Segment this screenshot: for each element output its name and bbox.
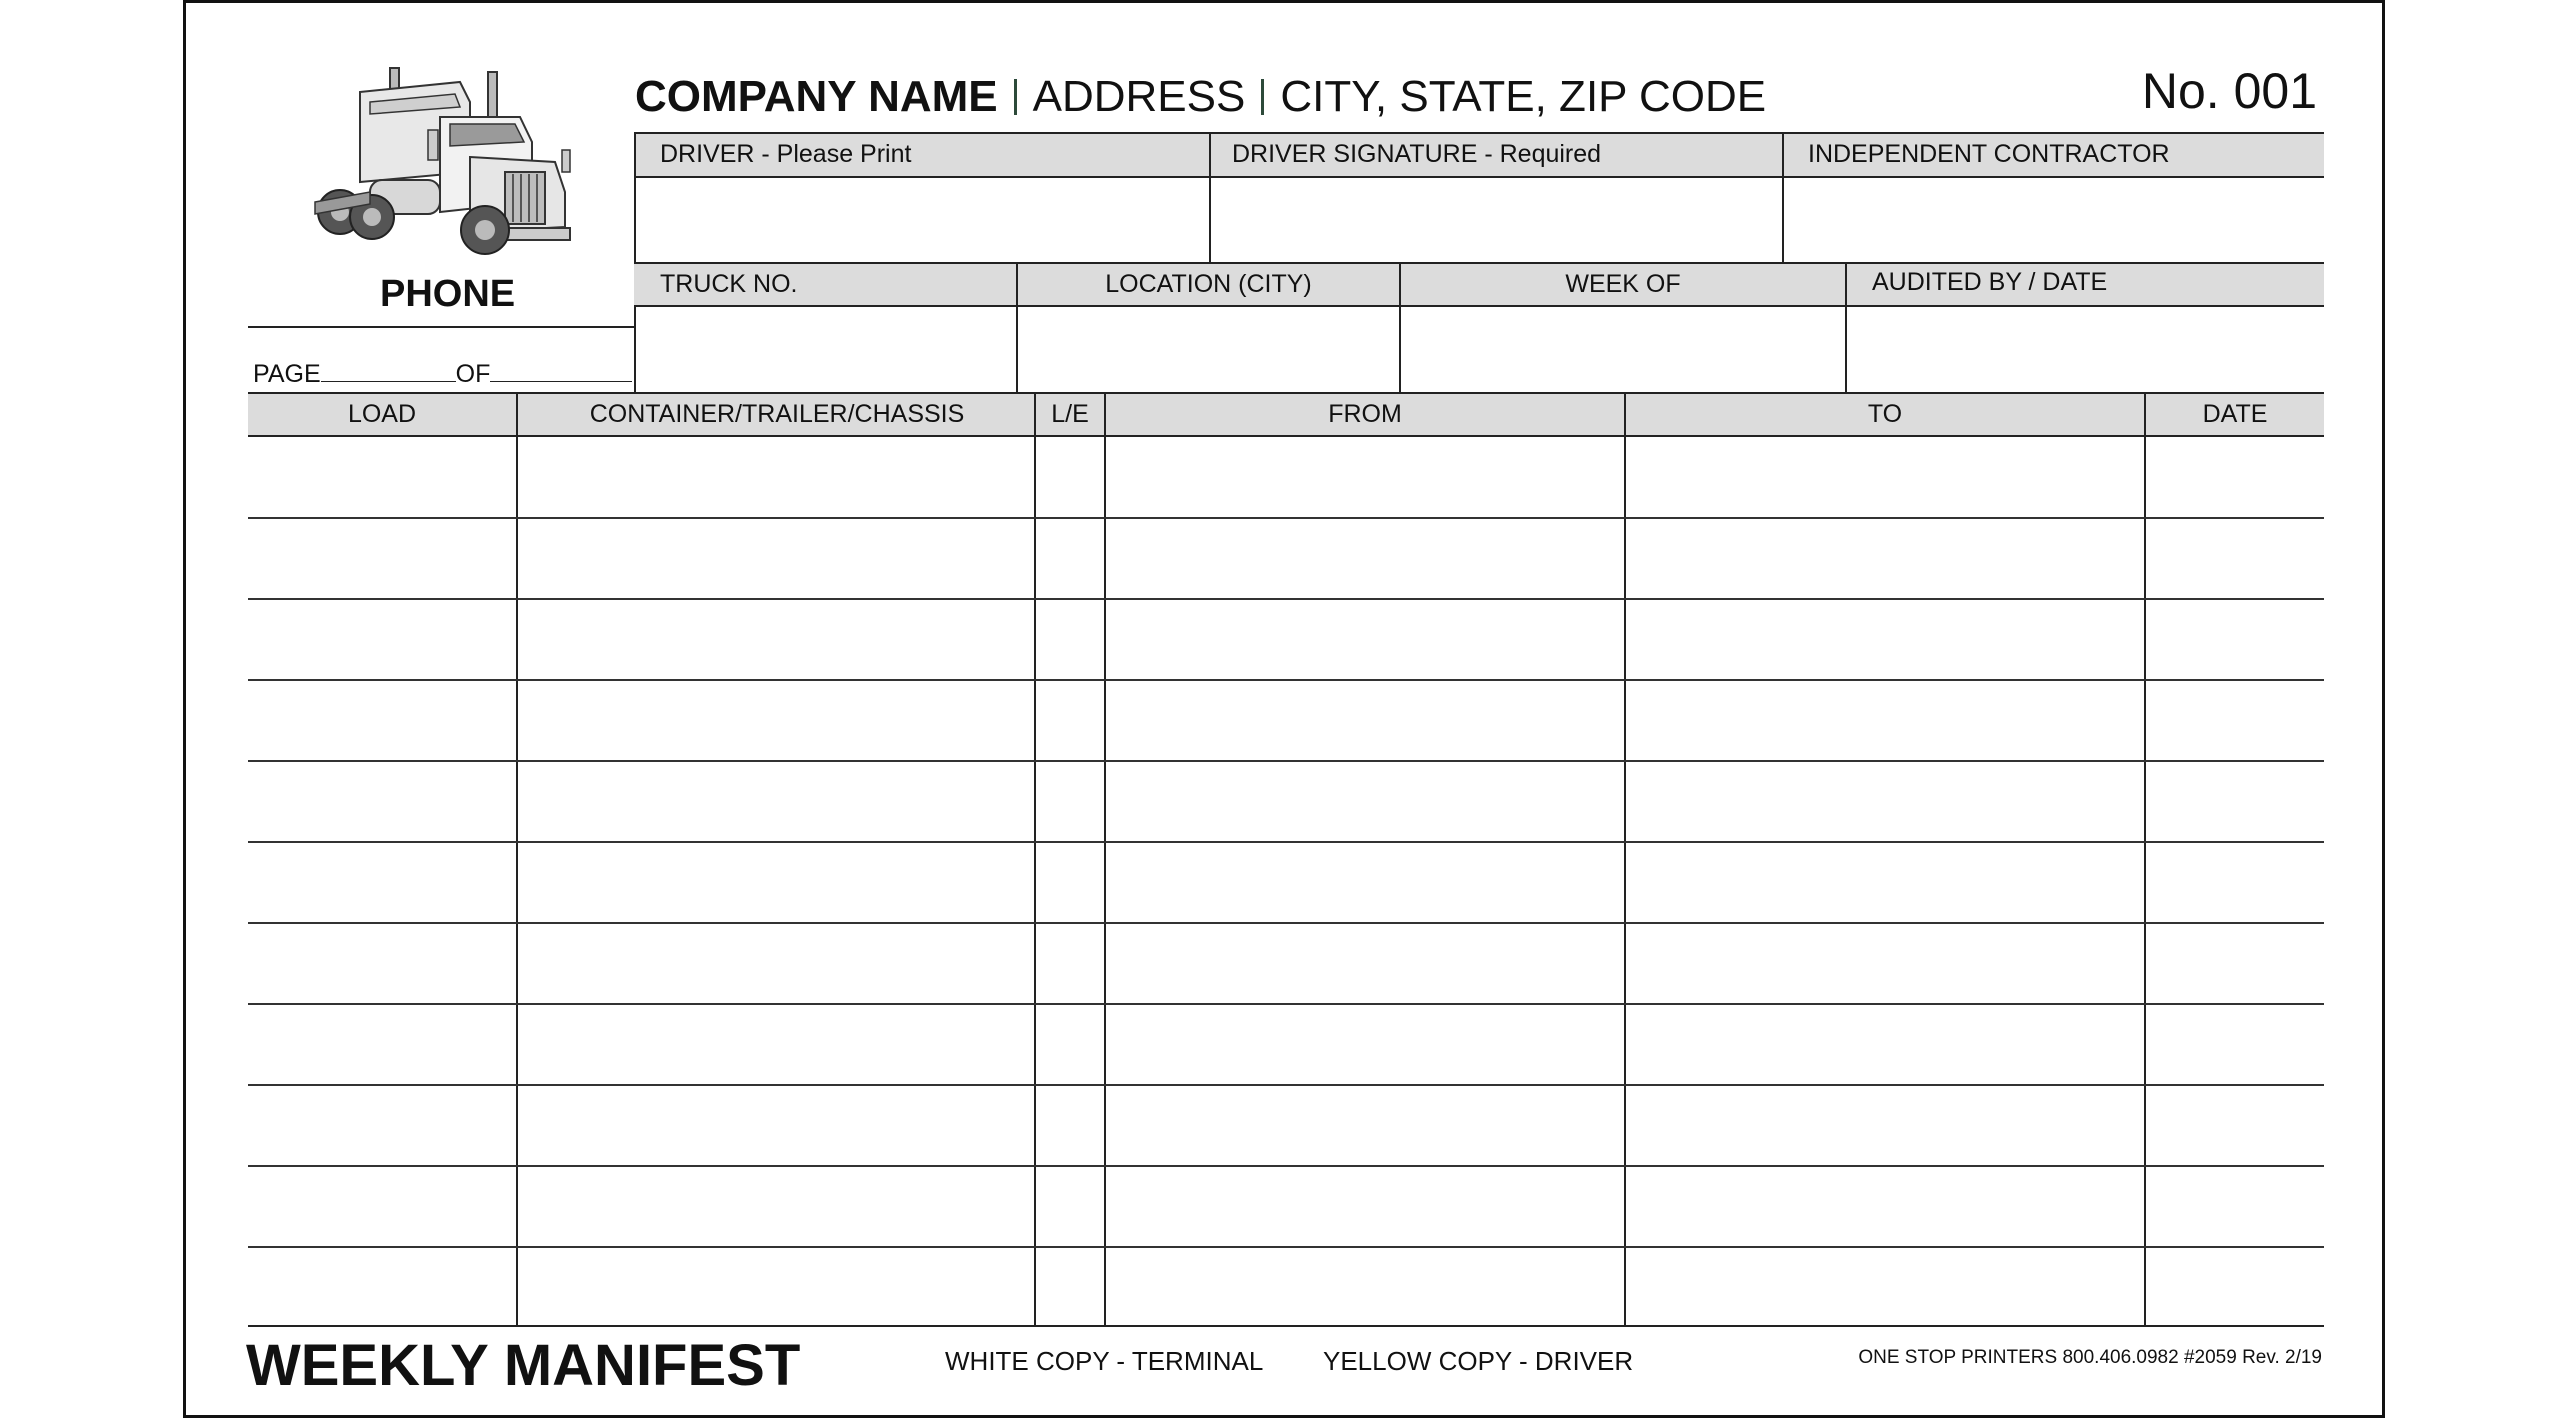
table-row[interactable] [248, 1165, 2324, 1167]
white-copy-label: WHITE COPY - TERMINAL [945, 1346, 1264, 1376]
phone-underline [248, 326, 634, 328]
location-field[interactable] [1018, 307, 1399, 391]
of-label: OF [455, 360, 491, 388]
company-city-state-zip: CITY, STATE, ZIP CODE [1280, 72, 1767, 121]
col-divider-5 [2144, 392, 2146, 1325]
col-from-header: FROM [1328, 400, 1402, 428]
table-row[interactable] [248, 679, 2324, 681]
col-load-header: LOAD [347, 400, 417, 428]
row1-top-line [634, 132, 2324, 134]
col-divider-2 [1034, 392, 1036, 1325]
page-label: PAGE [253, 360, 321, 388]
col-divider-4 [1624, 392, 1626, 1325]
driver-signature-label: DRIVER SIGNATURE - Required [1232, 140, 1602, 168]
col-divider-3 [1104, 392, 1106, 1325]
col-date-header: DATE [2202, 400, 2268, 428]
table-row[interactable] [248, 841, 2324, 843]
truck-no-label: TRUCK NO. [660, 270, 798, 298]
table-row[interactable] [248, 922, 2324, 924]
table-row[interactable] [248, 517, 2324, 519]
location-label: LOCATION (CITY) [1105, 270, 1312, 298]
table-bottom-line [248, 1325, 2324, 1327]
company-header [635, 72, 1766, 122]
col-le-header: L/E [1051, 400, 1089, 428]
col-divider-1 [516, 392, 518, 1325]
truck-no-field[interactable] [636, 307, 1016, 391]
form-number: No. 001 [2141, 63, 2317, 119]
audited-by-label: AUDITED BY / DATE [1872, 268, 2108, 296]
table-row[interactable] [248, 598, 2324, 600]
table-row[interactable] [248, 1003, 2324, 1005]
driver-field[interactable] [636, 178, 1209, 262]
col-to-header: TO [1867, 400, 1903, 428]
week-of-field[interactable] [1401, 307, 1845, 391]
company-address: ADDRESS [1032, 72, 1246, 121]
yellow-copy-label: YELLOW COPY - DRIVER [1323, 1346, 1634, 1376]
independent-contractor-field[interactable] [1784, 178, 2324, 262]
table-row[interactable] [248, 1246, 2324, 1248]
company-name: COMPANY NAME [635, 72, 998, 121]
col-container-header: CONTAINER/TRAILER/CHASSIS [589, 400, 965, 428]
table-header-bottom-line [248, 435, 2324, 437]
semi-truck-icon [310, 62, 575, 262]
table-row[interactable] [248, 760, 2324, 762]
table-row[interactable] [248, 1084, 2324, 1086]
printer-info: ONE STOP PRINTERS 800.406.0982 #2059 Rev. 2/19 [1858, 1347, 2322, 1368]
driver-label: DRIVER - Please Print [660, 140, 912, 168]
audited-by-field[interactable] [1847, 307, 2324, 391]
phone-label: PHONE [380, 273, 516, 315]
driver-signature-field[interactable] [1211, 178, 1782, 262]
form-title: WEEKLY MANIFEST [246, 1333, 801, 1398]
week-of-label: WEEK OF [1565, 270, 1681, 298]
independent-contractor-label: INDEPENDENT CONTRACTOR [1808, 140, 2170, 168]
table-top-line [248, 392, 2324, 394]
page-of-field[interactable] [253, 360, 632, 389]
